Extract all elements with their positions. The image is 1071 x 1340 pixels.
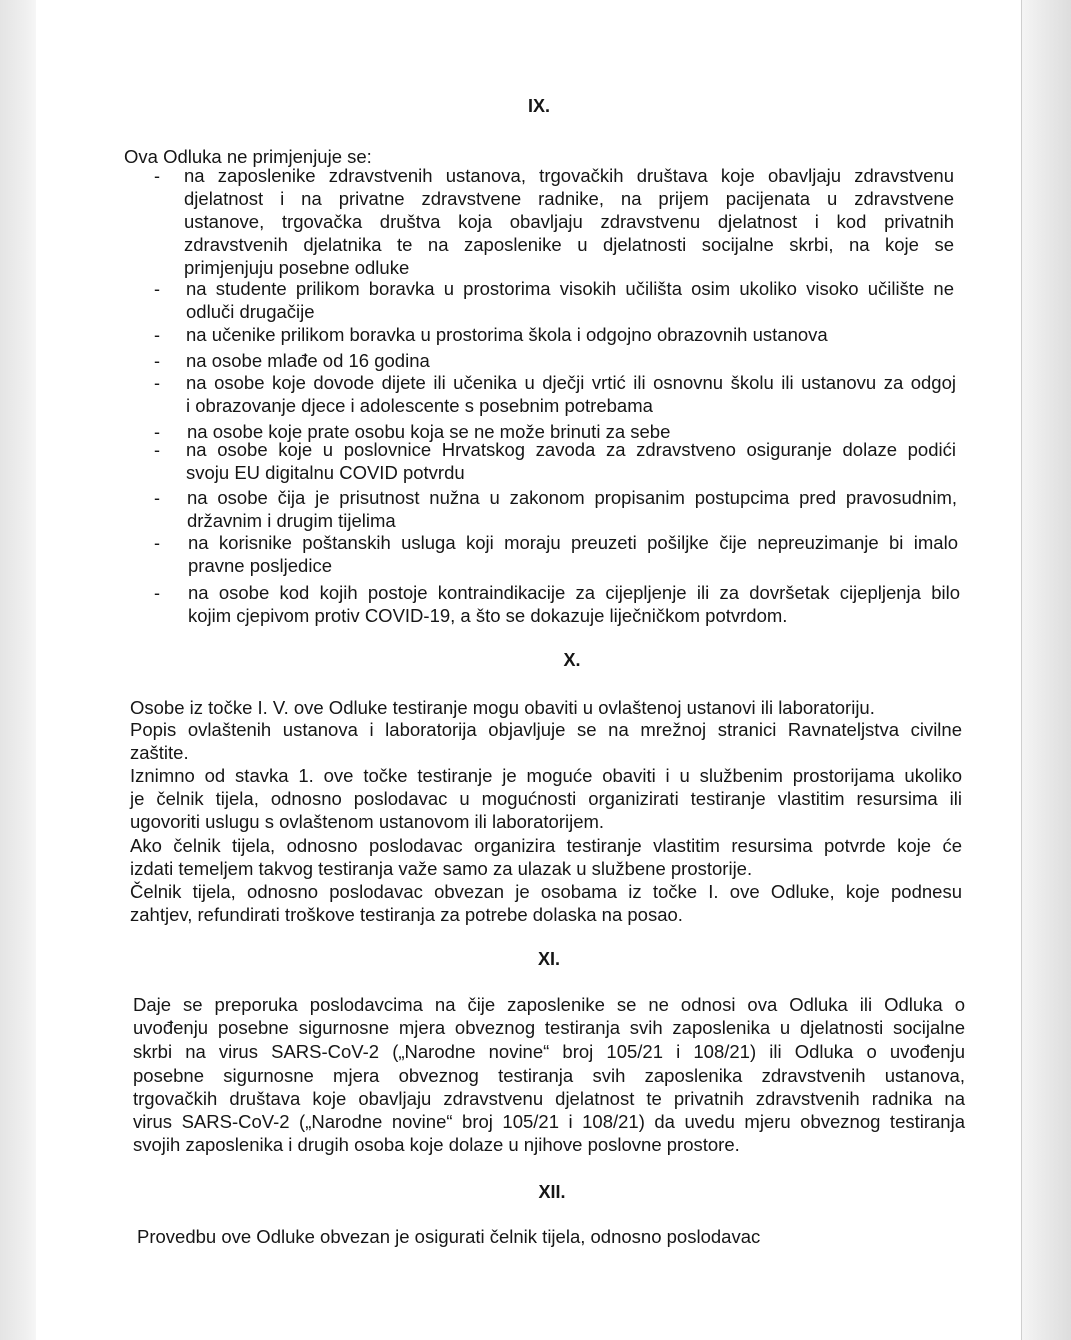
list-bullet: - (154, 488, 160, 508)
list-bullet: - (154, 325, 160, 345)
paragraph-line: zaštite. (130, 742, 189, 763)
list-item-line: odluči drugačije (186, 301, 315, 322)
list-item-line: na osobe čija je prisutnost nužna u zakonom propisanim postupcima pred pravosudnim, (187, 487, 957, 508)
list-bullet: - (154, 422, 160, 442)
paragraph-line: virus SARS-CoV-2 („Narodne novine“ broj 105/21 i 108/21) da uvedu mjeru obveznog testiranja (133, 1111, 965, 1132)
paragraph-line: posebne sigurnosne mjera obveznog testiranja svih zaposlenika zdravstvenih ustanova, (133, 1065, 965, 1086)
paragraph-line: Ako čelnik tijela, odnosno poslodavac organizira testiranje vlastitim resursima potvrde koje će (130, 835, 962, 856)
paragraph-line: Daje se preporuka poslodavcima na čije zaposlenike se ne odnosi ova Odluka ili Odluka o (133, 994, 965, 1015)
list-bullet: - (154, 279, 160, 299)
section-xii-heading: XII. (538, 1182, 566, 1202)
list-item-line: djelatnost i na privatne zdravstvene radnike, na prijem pacijenata u zdravstvene (184, 188, 954, 209)
list-item-line: na korisnike poštanskih usluga koji moraju preuzeti pošiljke čije nepreuzimanje bi imalo (188, 532, 958, 553)
list-item-line: na osobe koje prate osobu koja se ne može brinuti za sebe (187, 421, 671, 442)
list-item-line: pravne posljedice (188, 555, 332, 576)
section-ix-heading: IX. (527, 96, 550, 116)
paragraph-line: skrbi na virus SARS-CoV-2 („Narodne novine“ broj 105/21 i 108/21) ili Odluka o uvođenju (133, 1041, 965, 1062)
paragraph-line: Iznimno od stavka 1. ove točke testiranje je moguće obaviti i u službenim prostorijama ukoliko (130, 765, 962, 786)
section-x-heading: X. (563, 650, 581, 670)
section-xi-heading: XI. (537, 949, 560, 969)
list-item-line: svoju EU digitalnu COVID potvrdu (186, 462, 465, 483)
list-item-line: na osobe kod kojih postoje kontraindikacije za cijepljenje ili za dovršetak cijepljenja bilo (188, 582, 960, 603)
page-edge-line (1021, 0, 1022, 1340)
list-item-line: na studente prilikom boravka u prostorima visokih učilišta osim ukoliko visoko učilište ne (186, 278, 954, 299)
list-item-line: na osobe koje dovode dijete ili učenika u dječji vrtić ili osnovnu školu ili ustanovu za odgoj (186, 372, 956, 393)
list-item-line: ustanove, trgovačka društva koja obavljaju zdravstvenu djelatnost i kod privatnih (184, 211, 954, 232)
paragraph-line: Provedbu ove Odluke obvezan je osigurati čelnik tijela, odnosno poslodavac (137, 1226, 761, 1247)
list-bullet: - (154, 373, 160, 393)
paragraph-line: uvođenju posebne sigurnosne mjera obveznog testiranja svih zaposlenika u djelatnosti socijalne (133, 1017, 965, 1038)
paragraph-line: Čelnik tijela, odnosno poslodavac obvezan je osobama iz točke I. ove Odluke, koje podnesu (130, 881, 962, 902)
paragraph-line: ugovoriti uslugu s ovlaštenom ustanovom ili laboratorijem. (130, 811, 605, 832)
paragraph-line: izdati temeljem takvog testiranja važe samo za ulazak u službene prostorije. (130, 858, 753, 879)
list-bullet: - (154, 166, 160, 186)
paragraph-line: svojih zaposlenika i drugih osoba koje dolaze u njihove poslovne prostore. (133, 1134, 740, 1155)
paragraph-line: je čelnik tijela, odnosno poslodavac u mogućnosti organizirati testiranje vlastitim resursima ili (130, 788, 962, 809)
paragraph-line: zahtjev, refundirati troškove testiranja za potrebe dolaska na posao. (130, 904, 683, 925)
list-item-line: kojim cjepivom protiv COVID-19, a što se dokazuje liječničkom potvrdom. (188, 605, 788, 626)
list-item-line: na osobe mlađe od 16 godina (186, 350, 430, 371)
list-item-line: zdravstvenih djelatnika te na zaposlenike u djelatnosti socijalne skrbi, na koje se (184, 234, 954, 255)
left-page-margin (0, 0, 36, 1340)
list-bullet: - (154, 351, 160, 371)
right-page-margin (1021, 0, 1071, 1340)
list-item-line: na osobe koje u poslovnice Hrvatskog zavoda za zdravstveno osiguranje dolaze podići (186, 439, 956, 460)
list-item-line: na učenike prilikom boravka u prostorima škola i odgojno obrazovnih ustanova (186, 324, 828, 345)
paragraph-line: trgovačkih društava koje obavljaju zdravstvenu djelatnost te privatnih zdravstvenih radnika na (133, 1088, 965, 1109)
paragraph-line: Popis ovlaštenih ustanova i laboratorija objavljuje se na mrežnoj stranici Ravnateljstva civilne (130, 719, 962, 740)
list-item-line: na zaposlenike zdravstvenih ustanova, trgovačkih društava koje obavljaju zdravstvenu (184, 165, 954, 186)
paragraph-line: Osobe iz točke I. V. ove Odluke testiranje mogu obaviti u ovlaštenoj ustanovi ili laboratoriju. (130, 697, 875, 718)
list-bullet: - (154, 583, 160, 603)
list-item-line: primjenjuju posebne odluke (184, 257, 410, 278)
list-item-line: državnim i drugim tijelima (187, 510, 396, 531)
section-ix-intro: Ova Odluka ne primjenjuje se: (124, 146, 372, 167)
list-bullet: - (154, 440, 160, 460)
list-item-line: i obrazovanje djece i adolescente s posebnim potrebama (186, 395, 653, 416)
list-bullet: - (154, 533, 160, 553)
